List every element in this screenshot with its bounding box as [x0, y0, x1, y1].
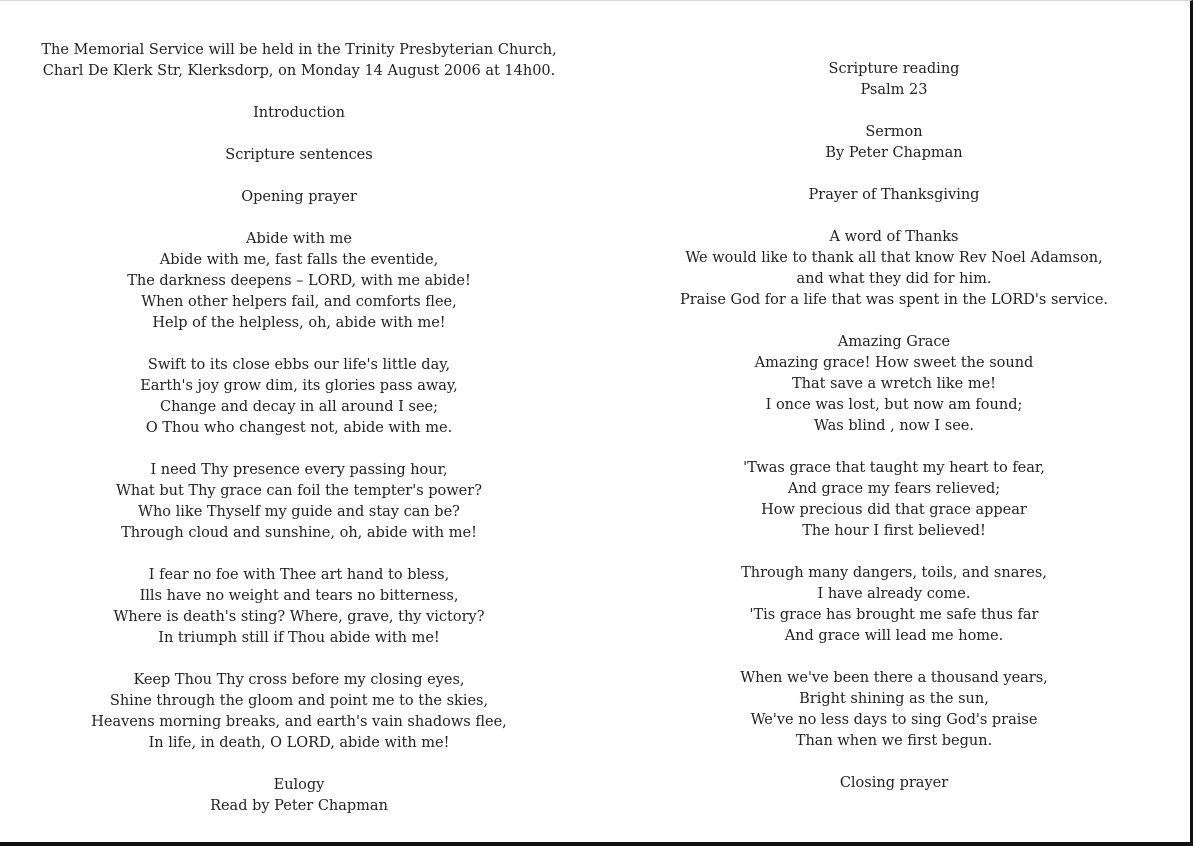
hymn-abide-v2-line: Earth's joy grow dim, its glories pass away,	[140, 378, 458, 394]
sermon-line: Sermon	[865, 124, 923, 140]
hymn-abide-v1-section	[0, 229, 598, 334]
word-of-thanks-line: Praise God for a life that was spent in the LORD's service.	[679, 292, 1109, 308]
hymn-grace-v4-section	[598, 668, 1190, 752]
word-of-thanks-line: and what they did for him.	[796, 271, 992, 287]
hymn-abide-v2-line: Swift to its close ebbs our life's little day,	[147, 357, 451, 373]
hymn-grace-v4-line: Than when we first begun.	[795, 733, 993, 749]
intro-notice-section	[0, 40, 598, 82]
scripture-sentences-section	[0, 145, 598, 166]
hymn-abide-v2-line: Change and decay in all around I see;	[159, 399, 438, 415]
hymn-abide-v1-line: Help of the helpless, oh, abide with me!	[152, 315, 446, 331]
hymn-grace-v2-line: How precious did that grace appear	[761, 502, 1027, 518]
hymn-grace-v1-line: That save a wretch like me!	[791, 376, 997, 392]
hymn-abide-v5-line: Keep Thou Thy cross before my closing eyes,	[133, 672, 465, 688]
prayer-thanksgiving-line: Prayer of Thanksgiving	[808, 187, 980, 203]
scripture-reading-line: Psalm 23	[860, 82, 928, 98]
intro-notice-line: Charl De Klerk Str, Klerksdorp, on Monday 14 August 2006 at 14h00.	[42, 63, 556, 79]
hymn-grace-v4-line: Bright shining as the sun,	[799, 691, 989, 707]
hymn-abide-v3-line: Who like Thyself my guide and stay can be?	[138, 504, 460, 520]
hymn-grace-v1-section	[598, 332, 1190, 437]
hymn-abide-v5-section	[0, 670, 598, 754]
hymn-grace-v3-line: 'Tis grace has brought me safe thus far	[749, 607, 1039, 623]
eulogy-section	[0, 775, 598, 817]
word-of-thanks-line: A word of Thanks	[829, 229, 959, 245]
hymn-grace-v1-line: Amazing grace! How sweet the sound	[754, 355, 1034, 371]
introduction-line: Introduction	[253, 105, 345, 121]
hymn-abide-v4-section	[0, 565, 598, 649]
scripture-reading-line: Scripture reading	[828, 61, 960, 77]
hymn-abide-v4-line: In triumph still if Thou abide with me!	[158, 630, 440, 646]
hymn-abide-v4-line: Ills have no weight and tears no bitterness,	[139, 588, 459, 604]
hymn-grace-v2-line: 'Twas grace that taught my heart to fear,	[743, 460, 1045, 476]
hymn-abide-v4-line: I fear no foe with Thee art hand to bless,	[148, 567, 450, 583]
introduction-section	[0, 103, 598, 124]
hymn-abide-v2-section	[0, 355, 598, 439]
hymn-grace-v3-line: And grace will lead me home.	[784, 628, 1004, 644]
hymn-grace-v1-line: Was blind , now I see.	[814, 418, 974, 434]
hymn-abide-v1-line: When other helpers fail, and comforts flee,	[141, 294, 457, 310]
sermon-line: By Peter Chapman	[825, 145, 963, 161]
eulogy-line: Eulogy	[273, 777, 325, 793]
hymn-grace-v3-section	[598, 563, 1190, 647]
closing-prayer-section	[598, 773, 1190, 794]
hymn-grace-v2-section	[598, 458, 1190, 542]
hymn-grace-v2-line: The hour I first believed!	[802, 523, 986, 539]
word-of-thanks-section	[598, 227, 1190, 311]
hymn-abide-v1-line: The darkness deepens – LORD, with me abide!	[127, 273, 471, 289]
scripture-sentences-line: Scripture sentences	[225, 147, 373, 163]
hymn-grace-v2-line: And grace my fears relieved;	[787, 481, 1001, 497]
opening-prayer-line: Opening prayer	[241, 189, 357, 205]
hymn-abide-v2-line: O Thou who changest not, abide with me.	[145, 420, 453, 436]
hymn-abide-v3-line: What but Thy grace can foil the tempter's power?	[116, 483, 482, 499]
hymn-abide-v5-line: In life, in death, O LORD, abide with me!	[148, 735, 450, 751]
eulogy-line: Read by Peter Chapman	[210, 798, 388, 814]
word-of-thanks-line: We would like to thank all that know Rev Noel Adamson,	[685, 250, 1103, 266]
hymn-grace-v1-line: Amazing Grace	[837, 334, 951, 350]
closing-prayer-line: Closing prayer	[839, 775, 949, 791]
scripture-reading-section	[598, 59, 1190, 101]
prayer-thanksgiving-section	[598, 185, 1190, 206]
opening-prayer-section	[0, 187, 598, 208]
right-page	[598, 1, 1190, 842]
left-page	[0, 1, 598, 842]
hymn-abide-v5-line: Shine through the gloom and point me to the skies,	[109, 693, 489, 709]
hymn-grace-v4-line: We've no less days to sing God's praise	[750, 712, 1038, 728]
hymn-abide-v3-line: Through cloud and sunshine, oh, abide with me!	[121, 525, 477, 541]
hymn-abide-v1-line: Abide with me, fast falls the eventide,	[159, 252, 439, 268]
hymn-abide-v1-line: Abide with me	[245, 231, 353, 247]
hymn-grace-v3-line: Through many dangers, toils, and snares,	[741, 565, 1047, 581]
hymn-abide-v3-line: I need Thy presence every passing hour,	[150, 462, 448, 478]
hymn-abide-v4-line: Where is death's sting? Where, grave, thy victory?	[113, 609, 485, 625]
intro-notice-line: The Memorial Service will be held in the Trinity Presbyterian Church,	[41, 42, 557, 58]
hymn-grace-v1-line: I once was lost, but now am found;	[765, 397, 1023, 413]
hymn-grace-v3-line: I have already come.	[817, 586, 971, 602]
sermon-section	[598, 122, 1190, 164]
hymn-grace-v4-line: When we've been there a thousand years,	[740, 670, 1048, 686]
hymn-abide-v3-section	[0, 460, 598, 544]
hymn-abide-v5-line: Heavens morning breaks, and earth's vain shadows flee,	[91, 714, 507, 730]
